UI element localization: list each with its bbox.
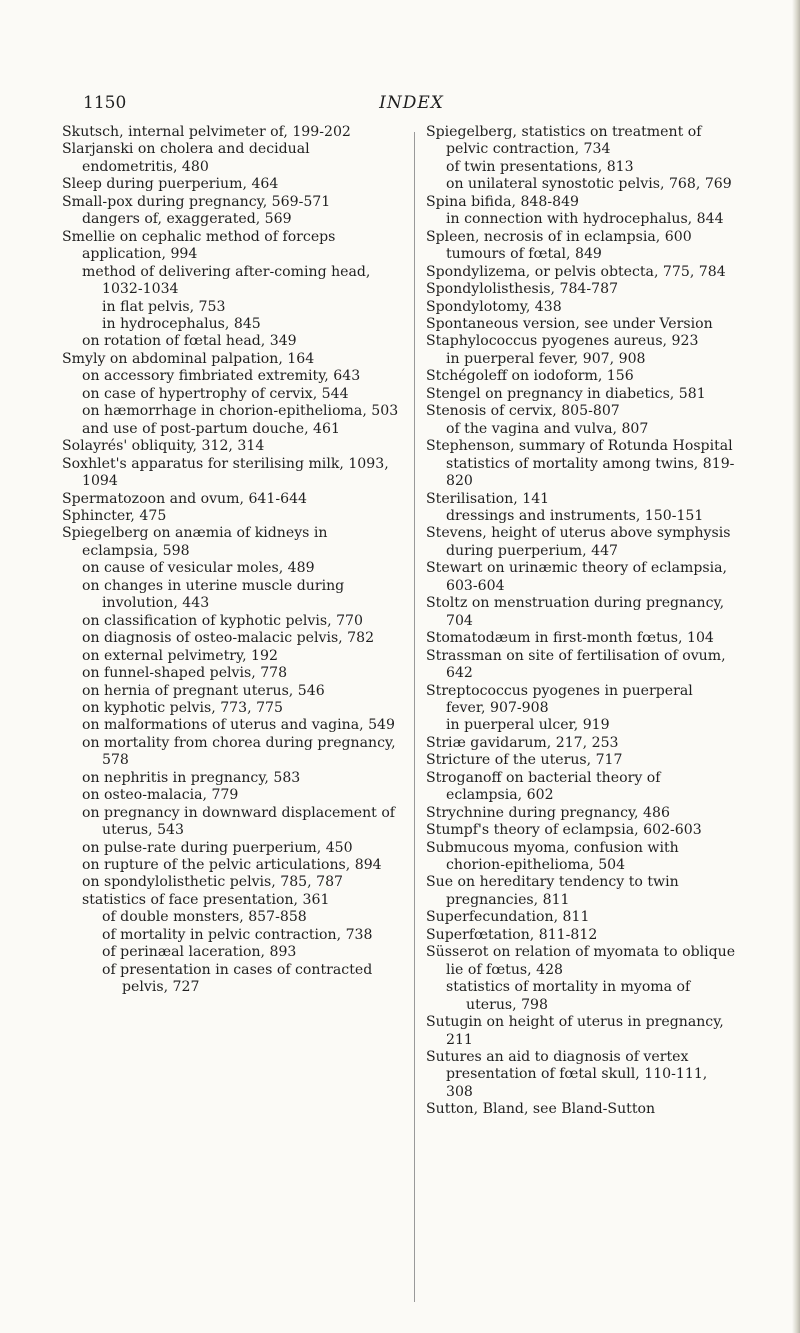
index-subentry: on rupture of the pelvic articulations, 894 xyxy=(82,857,382,874)
index-subentry: on cause of vesicular moles, 489 xyxy=(82,560,315,577)
index-subentry: statistics of face presentation, 361 xyxy=(82,891,330,908)
index-subentry: and use of post-partum douche, 461 xyxy=(82,420,340,437)
index-entry: Spermatozoon and ovum, 641-644 xyxy=(62,490,308,507)
index-subentry: of twin presentations, 813 xyxy=(446,158,634,175)
index-subentry: on funnel-shaped pelvis, 778 xyxy=(82,665,288,682)
index-entry: Streptococcus pyogenes in puerperal fever, 907-908 xyxy=(426,682,693,716)
index-entry: Sutton, Bland, see Bland-Sutton xyxy=(426,1101,656,1118)
index-entry: Stephenson, summary of Rotunda Hospital statistics of mortality among twins, 819-820 xyxy=(426,438,735,490)
index-subentry: statistics of mortality in myoma of uterus, 798 xyxy=(446,979,691,1013)
index-subentry: of double monsters, 857-858 xyxy=(102,909,307,926)
index-entry: Strassman on site of fertilisation of ovum, 642 xyxy=(426,647,726,682)
index-column-left xyxy=(62,124,408,997)
index-subentry: on osteo-malacia, 779 xyxy=(82,787,239,804)
index-subentry: on classification of kyphotic pelvis, 770 xyxy=(82,612,363,629)
index-entry: Spiegelberg on anæmia of kidneys in eclampsia, 598 xyxy=(62,525,328,559)
index-subentry: of mortality in pelvic contraction, 738 xyxy=(102,926,373,943)
index-subentry: on nephritis in pregnancy, 583 xyxy=(82,769,301,786)
index-subentry: on hæmorrhage in chorion-epithelioma, 503 xyxy=(82,403,399,420)
index-entry: Submucous myoma, confusion with chorion-epithelioma, 504 xyxy=(426,839,679,874)
index-entry: Spondylizema, or pelvis obtecta, 775, 784 xyxy=(426,263,726,280)
index-entry: Solayrés' obliquity, 312, 314 xyxy=(62,438,265,455)
index-entry: Spontaneous version, see under Version xyxy=(426,315,713,332)
index-entry: Smellie on cephalic method of forceps application, 994 xyxy=(62,228,336,263)
index-entry: Sphincter, 475 xyxy=(62,507,167,524)
index-subentry: dressings and instruments, 150-151 xyxy=(446,507,704,524)
index-subentry: in puerperal fever, 907, 908 xyxy=(446,350,646,367)
index-subentry: in flat pelvis, 753 xyxy=(102,298,226,315)
index-entry: Stroganoff on bacterial theory of eclampsia, 602 xyxy=(426,769,661,804)
index-entry: Stricture of the uterus, 717 xyxy=(426,752,623,769)
index-subentry: on malformations of uterus and vagina, 549 xyxy=(82,717,395,734)
index-entry: Spondylotomy, 438 xyxy=(426,298,562,315)
index-entry: Small-pox during pregnancy, 569-571 xyxy=(62,193,331,210)
column-divider xyxy=(414,132,415,1302)
index-entry: Strychnine during pregnancy, 486 xyxy=(426,804,670,821)
index-entry: Stchégoleff on iodoform, 156 xyxy=(426,368,634,385)
index-entry: Superfœtation, 811-812 xyxy=(426,926,598,943)
index-subentry: in hydrocephalus, 845 xyxy=(102,315,261,332)
index-entry: Smyly on abdominal palpation, 164 xyxy=(62,350,315,367)
index-subentry: on external pelvimetry, 192 xyxy=(82,647,278,664)
index-subentry: of presentation in cases of contracted pelvis, 727 xyxy=(102,961,373,996)
index-entry: Stenosis of cervix, 805-807 xyxy=(426,403,620,420)
index-subentry: on changes in uterine muscle during involution, 443 xyxy=(82,577,345,612)
page-number: 1150 xyxy=(83,93,127,113)
index-subentry: in puerperal ulcer, 919 xyxy=(446,717,610,734)
index-entry: Skutsch, internal pelvimeter of, 199-202 xyxy=(62,124,351,140)
index-entry: Spiegelberg, statistics on treatment of pelvic contraction, 734 xyxy=(426,124,702,158)
index-entry: Superfecundation, 811 xyxy=(426,909,590,926)
index-entry: Süsserot on relation of myomata to oblique lie of fœtus, 428 xyxy=(426,944,736,978)
index-entry: Stengel on pregnancy in diabetics, 581 xyxy=(426,385,706,402)
index-subentry: in connection with hydrocephalus, 844 xyxy=(446,211,724,228)
index-entry: Spina bifida, 848-849 xyxy=(426,193,580,210)
index-entry: Sue on hereditary tendency to twin pregnancies, 811 xyxy=(426,874,679,908)
index-subentry: on hernia of pregnant uterus, 546 xyxy=(82,682,325,699)
index-entry: Sutures an aid to diagnosis of vertex presentation of fœtal skull, 110-111, 308 xyxy=(426,1049,708,1100)
index-subentry: on accessory fimbriated extremity, 643 xyxy=(82,368,361,385)
index-subentry: on pulse-rate during puerperium, 450 xyxy=(82,839,353,856)
index-subentry: on case of hypertrophy of cervix, 544 xyxy=(82,385,349,402)
index-subentry: of perinæal laceration, 893 xyxy=(102,944,297,961)
page-edge-shadow xyxy=(792,0,800,1333)
index-entry: Spleen, necrosis of in eclampsia, 600 xyxy=(426,228,692,245)
index-subentry: on diagnosis of osteo-malacic pelvis, 782 xyxy=(82,630,375,647)
index-subentry: dangers of, exaggerated, 569 xyxy=(82,211,292,228)
index-entry: Spondylolisthesis, 784-787 xyxy=(426,281,619,298)
index-entry: Soxhlet's apparatus for sterilising milk, 1093, 1094 xyxy=(62,455,389,490)
page-header xyxy=(83,93,740,119)
index-entry: Stevens, height of uterus above symphysis during puerperium, 447 xyxy=(426,525,731,559)
index-entry: Stumpf's theory of eclampsia, 602-603 xyxy=(426,822,702,839)
index-subentry: of the vagina and vulva, 807 xyxy=(446,420,649,437)
index-subentry: on mortality from chorea during pregnancy, 578 xyxy=(82,734,396,769)
index-subentry: on rotation of fœtal head, 349 xyxy=(82,333,297,350)
index-entry: Striæ gavidarum, 217, 253 xyxy=(426,734,619,751)
index-entry: Slarjanski on cholera and decidual endometritis, 480 xyxy=(62,141,310,175)
index-column-right xyxy=(426,124,736,1119)
index-entry: Sleep during puerperium, 464 xyxy=(62,176,279,193)
index-subentry: on kyphotic pelvis, 773, 775 xyxy=(82,699,283,716)
index-subentry: on unilateral synostotic pelvis, 768, 769 xyxy=(446,176,732,193)
index-subentry: on spondylolisthetic pelvis, 785, 787 xyxy=(82,874,344,891)
index-subentry: on pregnancy in downward displacement of uterus, 543 xyxy=(82,804,396,839)
index-entry: Stomatodæum in first-month fœtus, 104 xyxy=(426,630,714,647)
index-entry: Sterilisation, 141 xyxy=(426,490,550,507)
index-entry: Sutugin on height of uterus in pregnancy, 211 xyxy=(426,1014,724,1048)
index-entry: Staphylococcus pyogenes aureus, 923 xyxy=(426,333,699,350)
index-subentry: method of delivering after-coming head, 1032-1034 xyxy=(82,263,371,298)
index-subentry: tumours of fœtal, 849 xyxy=(446,246,602,263)
index-entry: Stewart on urinæmic theory of eclampsia, 603-604 xyxy=(426,560,728,594)
page-title: INDEX xyxy=(379,93,444,113)
index-entry: Stoltz on menstruation during pregnancy, 704 xyxy=(426,595,725,629)
